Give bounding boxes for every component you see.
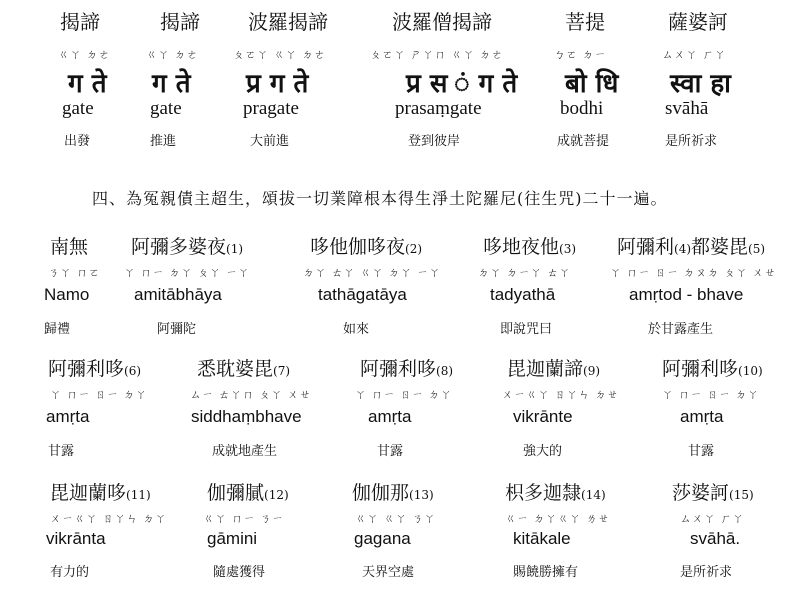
row3-meaning-1: 有力的 xyxy=(50,565,90,580)
top-siddham-5: बो धि xyxy=(565,69,619,99)
row3-bopomofo-1: ㄨㄧㄍㄚ ㄖㄚㄣ ㄉㄚ xyxy=(50,512,167,525)
row2-meaning-2: 成就地產生 xyxy=(212,444,278,459)
row2-bopomofo-3: ㄚ ㄇㄧ ㄖㄧ ㄉㄚ xyxy=(355,388,453,401)
row2-bopomofo-4: ㄨㄧㄍㄚ ㄖㄚㄣ ㄉㄝ xyxy=(502,388,619,401)
top-bopomofo-1: ㄍㄚ ㄉㄜ xyxy=(58,48,111,61)
row3-latin-1: vikrānta xyxy=(46,529,106,548)
top-latin-3: pragate xyxy=(243,98,299,119)
top-siddham-6: स्वा हा xyxy=(670,69,731,99)
row3-latin-5: svāhā. xyxy=(690,529,741,548)
top-siddham-4: प्र स ं ग ते xyxy=(406,69,518,99)
row2-han-1: 阿彌利哆(6) xyxy=(48,358,142,380)
row2-bopomofo-1: ㄚ ㄇㄧ ㄖㄧ ㄉㄚ xyxy=(50,388,148,401)
row2-bopomofo-2: ㄙㄧ ㄊㄚㄇ ㄆㄚ ㄨㄝ xyxy=(190,388,312,401)
row2-meaning-3: 甘露 xyxy=(377,444,404,459)
row3-bopomofo-4: ㄍㄧ ㄉㄚㄍㄚ ㄌㄝ xyxy=(505,512,610,525)
top-meaning-5: 成就菩提 xyxy=(557,134,610,149)
top-latin-6: svāhā xyxy=(665,98,709,119)
section-heading: 四、為冤親債主超生，頌拔一切業障根本得生淨土陀羅尼(往生咒)二十一遍。 xyxy=(92,189,668,208)
row1-latin-2: amitābhāya xyxy=(134,285,222,304)
row3-meaning-5: 是所祈求 xyxy=(680,565,733,580)
row3-meaning-4: 賜饒勝擁有 xyxy=(513,565,579,580)
row1-han-4: 哆地夜他(3) xyxy=(483,236,577,258)
row1-han-5: 阿彌利(4)都婆毘(5) xyxy=(617,236,766,258)
row2-latin-2: siddhaṃbhave xyxy=(191,407,302,426)
top-meaning-3: 大前進 xyxy=(250,134,290,149)
row1-bopomofo-2: ㄚ ㄇㄧ ㄉㄚ ㄆㄚ ㄧㄚ xyxy=(124,266,250,279)
row2-han-3: 阿彌利哆(8) xyxy=(360,358,454,380)
row1-bopomofo-1: ㄋㄚ ㄇㄛ xyxy=(48,266,101,279)
row2-meaning-5: 甘露 xyxy=(688,444,715,459)
row1-meaning-2: 阿彌陀 xyxy=(157,322,197,337)
row1-bopomofo-5: ㄚ ㄇㄧ ㄖㄧ ㄉㄡㄉ ㄆㄚ ㄨㄝ xyxy=(610,266,777,279)
row2-latin-1: amṛta xyxy=(46,407,90,426)
row2-bopomofo-5: ㄚ ㄇㄧ ㄖㄧ ㄉㄚ xyxy=(662,388,760,401)
row3-bopomofo-3: ㄍㄚ ㄍㄚ ㄋㄚ xyxy=(355,512,436,525)
top-bopomofo-3: ㄆㄛㄚ ㄍㄚ ㄉㄜ xyxy=(233,48,326,61)
top-siddham-1: ग ते xyxy=(68,69,107,99)
top-latin-4: prasaṃgate xyxy=(395,98,482,119)
row3-han-5: 莎婆訶(15) xyxy=(672,482,754,504)
top-meaning-1: 出發 xyxy=(64,134,91,149)
row1-han-1: 南無 xyxy=(50,236,89,258)
row1-meaning-4: 即說咒曰 xyxy=(500,322,553,337)
row2-meaning-1: 甘露 xyxy=(48,444,75,459)
row1-meaning-5: 於甘露產生 xyxy=(648,322,714,337)
row1-latin-3: tathāgatāya xyxy=(318,285,407,304)
top-bopomofo-4: ㄆㄛㄚ ㄕㄚㄇ ㄍㄚ ㄉㄜ xyxy=(370,48,504,61)
row2-han-4: 毘迦蘭諦(9) xyxy=(507,358,601,380)
row1-meaning-3: 如來 xyxy=(343,322,370,337)
top-meaning-4: 登到彼岸 xyxy=(408,134,461,149)
row3-latin-2: gāmini xyxy=(207,529,258,548)
top-han-1: 揭諦 xyxy=(60,10,100,34)
row1-meaning-1: 歸禮 xyxy=(44,322,71,337)
row1-han-2: 阿彌多婆夜(1) xyxy=(131,236,244,258)
row2-latin-3: amṛta xyxy=(368,407,412,426)
row2-han-2: 悉耽婆毘(7) xyxy=(197,358,291,380)
top-han-2: 揭諦 xyxy=(160,10,200,34)
row1-han-3: 哆他伽哆夜(2) xyxy=(310,236,423,258)
top-han-5: 菩提 xyxy=(565,10,605,34)
top-latin-2: gate xyxy=(150,98,182,119)
top-siddham-2: ग ते xyxy=(152,69,191,99)
row1-latin-1: Namo xyxy=(44,285,90,304)
row2-han-5: 阿彌利哆(10) xyxy=(662,358,763,380)
top-bopomofo-5: ㄅㄛ ㄉㄧ xyxy=(554,48,607,61)
row2-latin-5: amṛta xyxy=(680,407,724,426)
row2-meaning-4: 強大的 xyxy=(523,444,563,459)
row3-bopomofo-2: ㄍㄚ ㄇㄧ ㄋㄧ xyxy=(203,512,284,525)
row3-han-1: 毘迦蘭哆(11) xyxy=(50,482,151,504)
row1-bopomofo-4: ㄉㄚ ㄉㄧㄚ ㄊㄚ xyxy=(478,266,571,279)
top-meaning-2: 推進 xyxy=(150,134,177,149)
row3-latin-3: gagana xyxy=(354,529,411,548)
row3-bopomofo-5: ㄙㄨㄚ ㄏㄚ xyxy=(680,512,745,525)
row3-han-4: 枳多迦隸(14) xyxy=(505,482,606,504)
top-han-4: 波羅僧揭諦 xyxy=(392,10,492,34)
top-han-6: 薩婆訶 xyxy=(668,10,728,34)
row3-han-3: 伽伽那(13) xyxy=(352,482,434,504)
top-bopomofo-2: ㄍㄚ ㄉㄜ xyxy=(146,48,199,61)
row3-latin-4: kitākale xyxy=(513,529,571,548)
row1-latin-4: tadyathā xyxy=(490,285,556,304)
top-latin-5: bodhi xyxy=(560,98,604,119)
row1-latin-5: amṛtod - bhave xyxy=(629,285,744,304)
row3-meaning-3: 天界空處 xyxy=(362,565,415,580)
row2-latin-4: vikrānte xyxy=(513,407,573,426)
top-latin-1: gate xyxy=(62,98,94,119)
row3-meaning-2: 隨處獲得 xyxy=(213,565,266,580)
row3-han-2: 伽彌膩(12) xyxy=(207,482,289,504)
row1-bopomofo-3: ㄉㄚ ㄊㄚ ㄍㄚ ㄉㄚ ㄧㄚ xyxy=(303,266,441,279)
top-siddham-3: प्र ग ते xyxy=(246,69,309,99)
top-bopomofo-6: ㄙㄨㄚ ㄏㄚ xyxy=(662,48,727,61)
top-han-3: 波羅揭諦 xyxy=(248,10,328,34)
top-meaning-6: 是所祈求 xyxy=(665,134,718,149)
